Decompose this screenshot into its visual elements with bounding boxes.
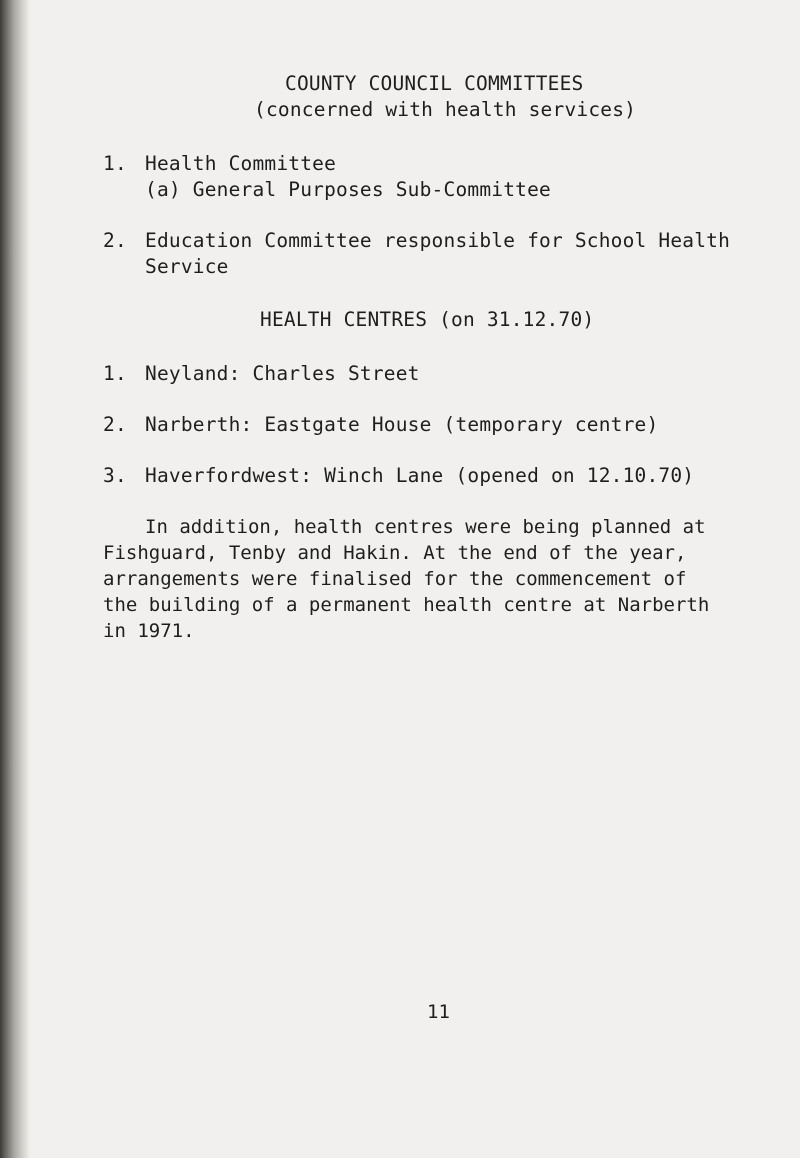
committees-heading: COUNTY COUNCIL COMMITTEES — [285, 72, 584, 95]
committees-subheading: (concerned with health services) — [254, 98, 637, 121]
health-centre-item-number: 2. — [103, 413, 127, 436]
paragraph-line: the building of a permanent health centre at Narberth — [103, 594, 710, 616]
health-centres-heading: HEALTH CENTRES (on 31.12.70) — [260, 308, 595, 331]
health-centre-item-text: Narberth: Eastgate House (temporary centre) — [145, 413, 659, 436]
page-number: 11 — [427, 1001, 450, 1023]
committee-item-text: (a) General Purposes Sub-Committee — [145, 178, 551, 201]
committee-item-text: Education Committee responsible for School Health — [145, 229, 731, 252]
paragraph-line: in 1971. — [103, 620, 195, 642]
health-centre-item-text: Neyland: Charles Street — [145, 362, 420, 385]
page-binding-shadow — [0, 0, 30, 1158]
committee-item-text: Service — [145, 255, 229, 278]
committee-item-text: Health Committee — [145, 152, 337, 175]
paragraph-line: arrangements were finalised for the commencement of — [103, 568, 687, 590]
health-centre-item-number: 3. — [103, 464, 127, 487]
committee-item-number: 2. — [103, 229, 127, 252]
paragraph-line: Fishguard, Tenby and Hakin. At the end of the year, — [103, 542, 687, 564]
committee-item-number: 1. — [103, 152, 127, 175]
health-centre-item-number: 1. — [103, 362, 127, 385]
paragraph-line: In addition, health centres were being planned at — [145, 516, 706, 538]
health-centre-item-text: Haverfordwest: Winch Lane (opened on 12.10.70) — [145, 464, 695, 487]
